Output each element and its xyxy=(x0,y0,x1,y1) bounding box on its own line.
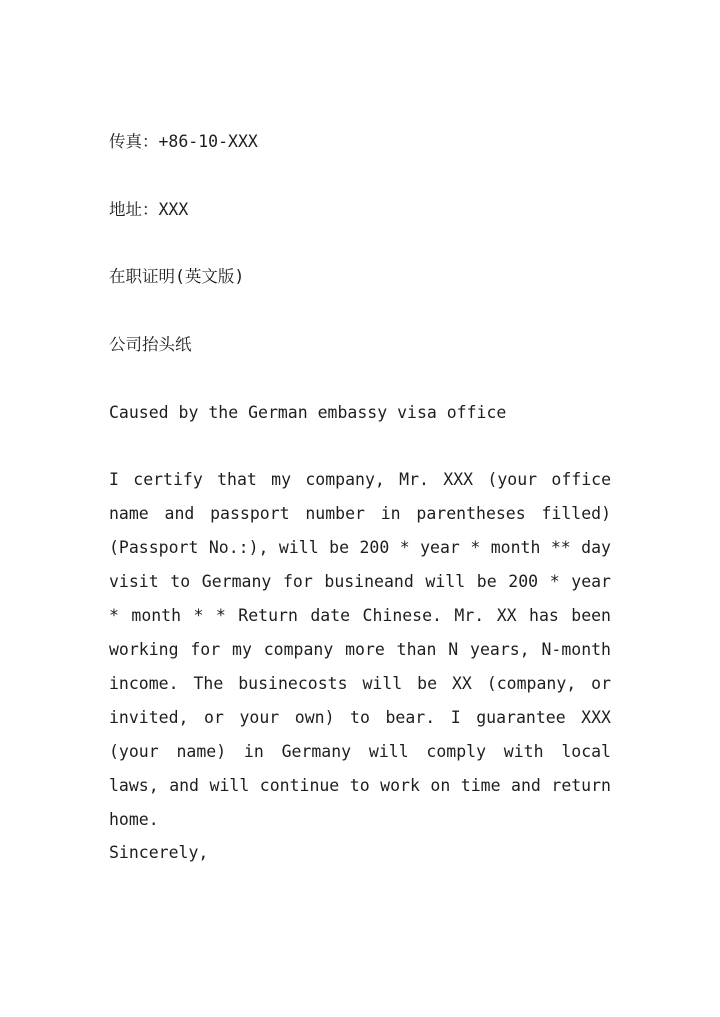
letterhead-line: 公司抬头纸 xyxy=(109,335,192,354)
body-paragraph: I certify that my company, Mr. XXX (your office name and passport number in parentheses filled) (Passport No.:), will be 200 * year * month ** day visit to Germany for busineand will be 200 * year * month * * Return date Chinese. Mr. XX has been working for my company more than N years, N-month income. The businecosts will be XX (company, or invited, or your own) to bear. I guarantee XXX (your name) in Germany will comply with local laws, and will continue to work on time and return home. xyxy=(109,470,611,829)
document-title: 在职证明(英文版) xyxy=(109,267,245,286)
address-line: 地址：XXX xyxy=(109,200,189,219)
closing-line: Sincerely, xyxy=(109,843,209,862)
fax-line: 传真：+86-10-XXX xyxy=(109,132,258,151)
salutation-line: Caused by the German embassy visa office xyxy=(109,403,507,422)
